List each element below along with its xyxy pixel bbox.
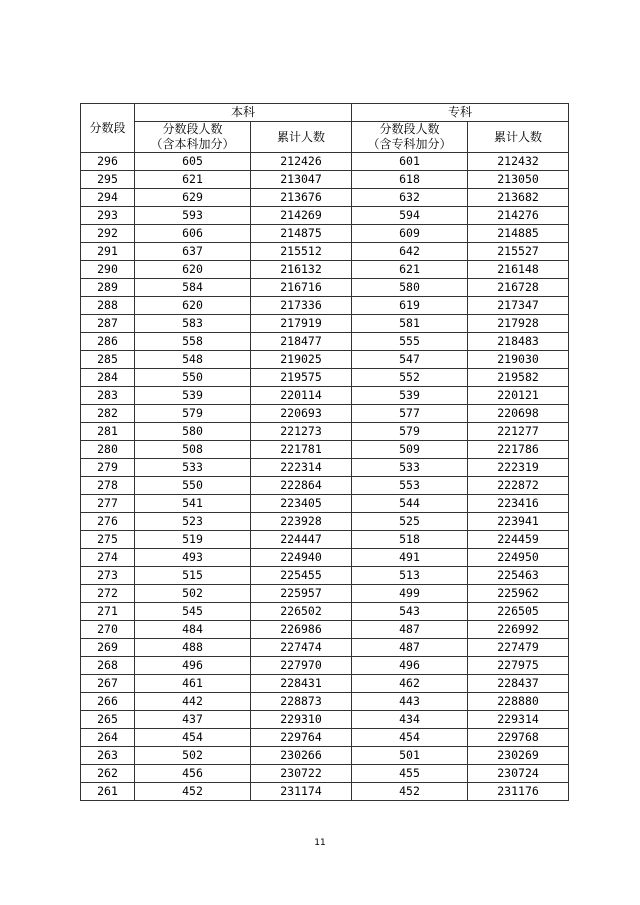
undergraduate-count-cell: 515 [135,567,251,585]
junior-college-cumulative-cell: 216728 [468,279,569,297]
table-row [81,531,569,549]
junior-college-cumulative-cell: 229768 [468,729,569,747]
score-cell: 266 [81,693,135,711]
junior-college-cumulative-cell: 230269 [468,747,569,765]
undergraduate-cumulative-cell: 217919 [251,315,352,333]
table-row [81,783,569,801]
score-cell: 269 [81,639,135,657]
score-cell: 283 [81,387,135,405]
score-cell: 274 [81,549,135,567]
table-row [81,315,569,333]
undergraduate-cumulative-cell: 216716 [251,279,352,297]
junior-college-cumulative-cell: 225962 [468,585,569,603]
undergraduate-count-header [135,122,251,153]
junior-college-count-cell: 553 [352,477,468,495]
junior-college-count-cell: 618 [352,171,468,189]
table-row [81,297,569,315]
undergraduate-cumulative-cell: 229310 [251,711,352,729]
undergraduate-count-cell: 442 [135,693,251,711]
junior-college-count-cell: 601 [352,153,468,171]
score-range-header: 分数段 [81,104,135,153]
score-cell: 285 [81,351,135,369]
undergraduate-cumulative-cell: 230266 [251,747,352,765]
junior-college-cumulative-cell: 212432 [468,153,569,171]
undergraduate-count-cell: 558 [135,333,251,351]
table-row [81,189,569,207]
header-line: （含本科加分） [150,137,235,151]
undergraduate-count-cell: 456 [135,765,251,783]
junior-college-count-cell: 577 [352,405,468,423]
junior-college-count-cell: 491 [352,549,468,567]
junior-college-count-cell: 487 [352,639,468,657]
undergraduate-cumulative-cell: 221273 [251,423,352,441]
score-cell: 281 [81,423,135,441]
junior-college-cumulative-cell: 217928 [468,315,569,333]
undergraduate-count-cell: 550 [135,477,251,495]
undergraduate-cumulative-cell: 221781 [251,441,352,459]
junior-college-cumulative-cell: 214885 [468,225,569,243]
table-row [81,279,569,297]
undergraduate-count-cell: 508 [135,441,251,459]
junior-college-count-cell: 533 [352,459,468,477]
table-row [81,585,569,603]
undergraduate-cumulative-cell: 226986 [251,621,352,639]
table-row [81,765,569,783]
undergraduate-cumulative-cell: 214269 [251,207,352,225]
junior-college-count-cell: 525 [352,513,468,531]
score-cell: 278 [81,477,135,495]
junior-college-cumulative-cell: 230724 [468,765,569,783]
undergraduate-count-cell: 523 [135,513,251,531]
junior-college-count-header [352,122,468,153]
page-number: 11 [314,838,326,848]
undergraduate-count-cell: 502 [135,747,251,765]
table-row [81,747,569,765]
undergraduate-cumulative-cell: 223928 [251,513,352,531]
undergraduate-cumulative-cell: 229764 [251,729,352,747]
junior-college-count-cell: 621 [352,261,468,279]
score-cell: 273 [81,567,135,585]
table-row [81,333,569,351]
score-cell: 292 [81,225,135,243]
undergraduate-count-cell: 629 [135,189,251,207]
score-cell: 287 [81,315,135,333]
undergraduate-count-cell: 605 [135,153,251,171]
junior-college-count-cell: 642 [352,243,468,261]
score-cell: 279 [81,459,135,477]
score-cell: 290 [81,261,135,279]
undergraduate-cumulative-cell: 224940 [251,549,352,567]
undergraduate-count-cell: 545 [135,603,251,621]
junior-college-count-cell: 544 [352,495,468,513]
undergraduate-count-cell: 606 [135,225,251,243]
junior-college-count-cell: 543 [352,603,468,621]
table-row [81,423,569,441]
junior-college-count-cell: 518 [352,531,468,549]
undergraduate-cumulative-cell: 228873 [251,693,352,711]
undergraduate-cumulative-cell: 223405 [251,495,352,513]
junior-college-count-cell: 454 [352,729,468,747]
undergraduate-cumulative-cell: 222864 [251,477,352,495]
table-row [81,207,569,225]
undergraduate-count-cell: 621 [135,171,251,189]
score-cell: 294 [81,189,135,207]
undergraduate-count-cell: 637 [135,243,251,261]
junior-college-count-cell: 455 [352,765,468,783]
undergraduate-count-cell: 584 [135,279,251,297]
undergraduate-count-cell: 550 [135,369,251,387]
junior-college-cumulative-cell: 222319 [468,459,569,477]
undergraduate-cumulative-cell: 222314 [251,459,352,477]
header-line: 分数段人数 [379,122,440,136]
score-cell: 268 [81,657,135,675]
table-row [81,351,569,369]
score-cell: 261 [81,783,135,801]
junior-college-cumulative-cell: 224459 [468,531,569,549]
undergraduate-count-cell: 519 [135,531,251,549]
undergraduate-cumulative-cell: 224447 [251,531,352,549]
undergraduate-count-cell: 488 [135,639,251,657]
junior-college-count-cell: 555 [352,333,468,351]
undergraduate-count-cell: 454 [135,729,251,747]
junior-college-count-cell: 496 [352,657,468,675]
undergraduate-count-cell: 548 [135,351,251,369]
junior-college-cumulative-cell: 213050 [468,171,569,189]
undergraduate-cumulative-cell: 226502 [251,603,352,621]
junior-college-cumulative-cell: 219030 [468,351,569,369]
undergraduate-cumulative-cell: 212426 [251,153,352,171]
undergraduate-cumulative-cell: 227474 [251,639,352,657]
undergraduate-count-cell: 461 [135,675,251,693]
junior-college-count-cell: 434 [352,711,468,729]
junior-college-count-cell: 580 [352,279,468,297]
table-row [81,441,569,459]
junior-college-count-cell: 552 [352,369,468,387]
junior-college-cumulative-cell: 220698 [468,405,569,423]
junior-college-cumulative-cell: 231176 [468,783,569,801]
junior-college-count-cell: 452 [352,783,468,801]
undergraduate-cumulative-cell: 231174 [251,783,352,801]
undergraduate-cumulative-cell: 213676 [251,189,352,207]
junior-college-cumulative-cell: 228880 [468,693,569,711]
score-cell: 263 [81,747,135,765]
undergraduate-cumulative-cell: 220114 [251,387,352,405]
score-cell: 288 [81,297,135,315]
undergraduate-count-cell: 437 [135,711,251,729]
undergraduate-cumulative-cell: 213047 [251,171,352,189]
table-row [81,171,569,189]
table-row [81,225,569,243]
undergraduate-cumulative-cell: 225455 [251,567,352,585]
score-cell: 267 [81,675,135,693]
undergraduate-count-cell: 493 [135,549,251,567]
junior-college-cumulative-cell: 221277 [468,423,569,441]
junior-college-cumulative-cell: 227975 [468,657,569,675]
junior-college-cumulative-cell: 227479 [468,639,569,657]
undergraduate-count-cell: 539 [135,387,251,405]
table-body [81,153,569,801]
undergraduate-cumulative-cell: 228431 [251,675,352,693]
undergraduate-group-header: 本科 [135,104,352,122]
junior-college-cumulative-cell: 215527 [468,243,569,261]
undergraduate-cumulative-cell: 217336 [251,297,352,315]
undergraduate-count-cell: 579 [135,405,251,423]
table-row [81,639,569,657]
junior-college-count-cell: 462 [352,675,468,693]
score-cell: 265 [81,711,135,729]
junior-college-cumulative-cell: 226505 [468,603,569,621]
table-header [81,104,569,153]
junior-college-count-cell: 619 [352,297,468,315]
junior-college-cumulative-cell: 213682 [468,189,569,207]
junior-college-count-cell: 594 [352,207,468,225]
score-cell: 276 [81,513,135,531]
table-row [81,369,569,387]
score-cell: 275 [81,531,135,549]
undergraduate-count-cell: 502 [135,585,251,603]
undergraduate-cumulative-cell: 214875 [251,225,352,243]
table-row [81,153,569,171]
junior-college-count-cell: 609 [352,225,468,243]
undergraduate-count-cell: 593 [135,207,251,225]
undergraduate-cumulative-cell: 230722 [251,765,352,783]
undergraduate-cumulative-cell: 219575 [251,369,352,387]
score-cell: 291 [81,243,135,261]
table-row [81,387,569,405]
table-row [81,711,569,729]
score-cell: 280 [81,441,135,459]
header-line: 分数段人数 [162,122,223,136]
junior-college-count-cell: 443 [352,693,468,711]
table-row [81,603,569,621]
table-row [81,675,569,693]
junior-college-count-cell: 499 [352,585,468,603]
undergraduate-count-cell: 583 [135,315,251,333]
junior-college-count-cell: 501 [352,747,468,765]
undergraduate-cumulative-cell: 215512 [251,243,352,261]
junior-college-cumulative-cell: 219582 [468,369,569,387]
table-row [81,549,569,567]
junior-college-count-cell: 632 [352,189,468,207]
score-cell: 289 [81,279,135,297]
junior-college-count-cell: 579 [352,423,468,441]
score-cell: 264 [81,729,135,747]
junior-college-cumulative-cell: 217347 [468,297,569,315]
score-cell: 282 [81,405,135,423]
score-distribution-table [80,103,569,801]
table-row [81,459,569,477]
junior-college-cumulative-cell: 223941 [468,513,569,531]
junior-college-count-cell: 509 [352,441,468,459]
junior-college-cumulative-cell: 214276 [468,207,569,225]
score-cell: 284 [81,369,135,387]
junior-college-group-header: 专科 [352,104,569,122]
junior-college-count-cell: 547 [352,351,468,369]
undergraduate-cumulative-cell: 218477 [251,333,352,351]
table-row [81,567,569,585]
score-cell: 277 [81,495,135,513]
junior-college-cumulative-cell: 226992 [468,621,569,639]
undergraduate-cumulative-cell: 216132 [251,261,352,279]
undergraduate-count-cell: 484 [135,621,251,639]
score-cell: 296 [81,153,135,171]
score-cell: 293 [81,207,135,225]
undergraduate-count-cell: 580 [135,423,251,441]
table-row [81,477,569,495]
junior-college-count-cell: 487 [352,621,468,639]
score-cell: 262 [81,765,135,783]
undergraduate-count-cell: 620 [135,297,251,315]
undergraduate-count-cell: 533 [135,459,251,477]
junior-college-cumulative-cell: 216148 [468,261,569,279]
table-row [81,513,569,531]
score-cell: 272 [81,585,135,603]
table-row [81,693,569,711]
table-row [81,405,569,423]
junior-college-cumulative-cell: 222872 [468,477,569,495]
junior-college-cumulative-cell: 218483 [468,333,569,351]
junior-college-cumulative-cell: 221786 [468,441,569,459]
table-row [81,729,569,747]
undergraduate-count-cell: 452 [135,783,251,801]
table-row [81,261,569,279]
junior-college-cumulative-cell: 224950 [468,549,569,567]
junior-college-cumulative-cell: 220121 [468,387,569,405]
undergraduate-count-cell: 496 [135,657,251,675]
table-row [81,621,569,639]
undergraduate-cumulative-cell: 219025 [251,351,352,369]
junior-college-count-cell: 581 [352,315,468,333]
junior-college-cumulative-cell: 229314 [468,711,569,729]
junior-college-cumulative-cell: 223416 [468,495,569,513]
undergraduate-cumulative-cell: 220693 [251,405,352,423]
junior-college-cumulative-header: 累计人数 [468,122,569,153]
undergraduate-count-cell: 620 [135,261,251,279]
undergraduate-cumulative-header: 累计人数 [251,122,352,153]
header-line: （含专科加分） [367,137,452,151]
table-row [81,657,569,675]
undergraduate-count-cell: 541 [135,495,251,513]
junior-college-count-cell: 539 [352,387,468,405]
junior-college-count-cell: 513 [352,567,468,585]
score-cell: 270 [81,621,135,639]
undergraduate-cumulative-cell: 225957 [251,585,352,603]
score-cell: 286 [81,333,135,351]
score-cell: 295 [81,171,135,189]
table-row [81,495,569,513]
junior-college-cumulative-cell: 225463 [468,567,569,585]
table-row [81,243,569,261]
undergraduate-cumulative-cell: 227970 [251,657,352,675]
score-cell: 271 [81,603,135,621]
junior-college-cumulative-cell: 228437 [468,675,569,693]
